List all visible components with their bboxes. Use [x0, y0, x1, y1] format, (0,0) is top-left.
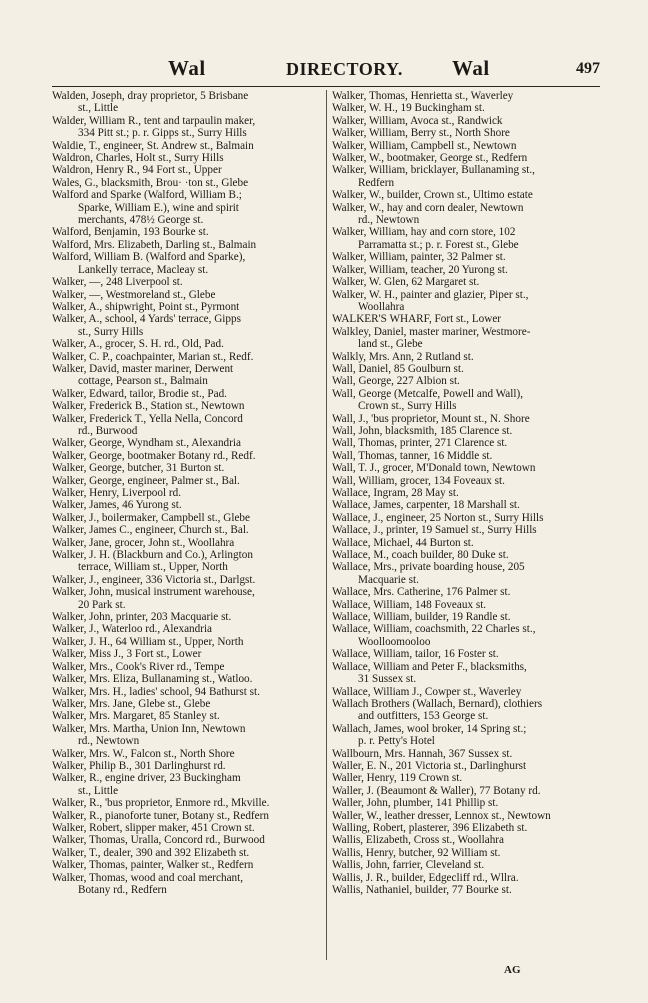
directory-entry-line: Wallace, James, carpenter, 18 Marshall st. [332, 499, 520, 512]
directory-entry-line: Walker, William, bricklayer, Bullanaming st., [332, 164, 535, 177]
directory-entry-line: Walford and Sparke (Walford, William B.; [52, 189, 242, 202]
signature-mark: AG [504, 964, 521, 976]
directory-entry-line: Walker, David, master mariner, Derwent [52, 362, 234, 375]
directory-entry-line: Walling, Robert, plasterer, 396 Elizabeth st. [332, 821, 528, 834]
directory-entry-line: 31 Sussex st. [358, 673, 417, 686]
directory-entry-line: Walker, Mrs. Jane, Glebe st., Glebe [52, 697, 211, 710]
directory-entry-line: Walker, James, 46 Yurong st. [52, 499, 182, 512]
directory-entry-line: Wallace, William and Peter F., blacksmiths, [332, 660, 527, 673]
directory-entry-line: Woolloomooloo [358, 635, 431, 648]
directory-entry-line: Walker, J. H. (Blackburn and Co.), Arlington [52, 549, 253, 562]
directory-entry-line: Walker, C. P., coachpainter, Marian st., Redf. [52, 350, 254, 363]
directory-entry-line: Wallis, Elizabeth, Cross st., Woollahra [332, 834, 504, 847]
directory-entry-line: Crown st., Surry Hills [358, 400, 457, 413]
column-divider [326, 90, 327, 960]
directory-entry-line: Walker, W. Glen, 62 Margaret st. [332, 276, 480, 289]
directory-entry-line: st., Little [78, 784, 119, 797]
directory-entry-line: Walker, Mrs. Martha, Union Inn, Newtown [52, 722, 246, 735]
directory-entry-line: Walker, Jane, grocer, John st., Woollahra [52, 536, 235, 549]
directory-entry-line: Wallace, M., coach builder, 80 Duke st. [332, 549, 509, 562]
directory-entry-line: Macquarie st. [358, 573, 419, 586]
right-column [332, 90, 602, 896]
directory-entry-line: Walker, Mrs. H., ladies' school, 94 Bathurst st. [52, 685, 260, 698]
directory-entry-line: st., Surry Hills [78, 325, 144, 338]
directory-entry-line: Walker, A., grocer, S. H. rd., Old, Pad. [52, 338, 224, 351]
directory-entry-line: land st., Glebe [358, 338, 423, 351]
directory-entry-line: Walkley, Daniel, master mariner, Westmore- [332, 325, 531, 338]
directory-entry-line: Waller, E. N., 201 Victoria st., Darlinghurst [332, 759, 527, 772]
directory-entry-line: Walker, Thomas, Henrietta st., Waverley [332, 90, 514, 102]
directory-entry-line: Walker, Henry, Liverpool rd. [52, 487, 182, 499]
directory-entry-line: Walker, William, Avoca st., Randwick [332, 114, 503, 127]
directory-entry-line: Walford, William B. (Walford and Sparke), [52, 251, 246, 264]
directory-entry-line: Walker, Philip B., 301 Darlinghurst rd. [52, 759, 226, 772]
directory-entry-line: Waller, John, plumber, 141 Phillip st. [332, 797, 499, 810]
directory-entry-line: Wallace, Mrs. Catherine, 176 Palmer st. [332, 586, 511, 599]
directory-entry-line: Wall, T. J., grocer, M'Donald town, Newtown [332, 462, 536, 475]
directory-entry-line: Wall, William, grocer, 134 Foveaux st. [332, 474, 505, 487]
directory-entry-line: Walker, Frederick T., Yella Nella, Concord [52, 412, 243, 425]
directory-entry-line: Wallace, J., printer, 19 Samuel st., Surry Hills [332, 524, 537, 537]
directory-entry-line: Wallis, J. R., builder, Edgecliff rd., Wllra. [332, 871, 519, 884]
directory-entry-line: Walker, J. H., 64 William st., Upper, North [52, 635, 244, 648]
directory-entry-line: Walker, George, butcher, 31 Burton st. [52, 462, 225, 475]
directory-entry-line: Botany rd., Redfern [78, 884, 167, 896]
directory-entry-line: Walker, W., bootmaker, George st., Redfern [332, 152, 528, 165]
directory-entry-line: Walker, W., hay and corn dealer, Newtown [332, 201, 524, 214]
directory-entry-line: rd., Newtown [78, 735, 140, 748]
directory-entry-line: Walker, —, Westmoreland st., Glebe [52, 288, 216, 301]
directory-entry-line: Walford, Mrs. Elizabeth, Darling st., Balmain [52, 238, 257, 251]
directory-entry-line: Wallis, John, farrier, Cleveland st. [332, 859, 485, 872]
directory-entry-line: Wall, Thomas, printer, 271 Clarence st. [332, 437, 508, 450]
directory-entry-line: Waldron, Charles, Holt st., Surry Hills [52, 152, 224, 165]
directory-entry-line: rd., Newtown [358, 214, 420, 227]
page-number: 497 [576, 60, 600, 77]
directory-entry-line: Walker, Thomas, painter, Walker st., Redfern [52, 859, 254, 872]
directory-entry-line: Parramatta st.; p. r. Forest st., Glebe [358, 238, 519, 251]
directory-entry-line: Walker, Mrs. Eliza, Bullanaming st., Watloo. [52, 673, 253, 686]
directory-entry-line: Wall, Thomas, tanner, 16 Middle st. [332, 449, 493, 462]
directory-entry-line: Walker, William, hay and corn store, 102 [332, 226, 516, 239]
directory-entry-line: merchants, 478½ George st. [78, 214, 204, 227]
directory-entry-line: Wallace, J., engineer, 25 Norton st., Surry Hills [332, 511, 544, 524]
directory-entry-line: Wallace, William, builder, 19 Randle st. [332, 611, 511, 624]
directory-entry-line: Wallace, William, coachsmith, 22 Charles st., [332, 623, 536, 636]
directory-entry-line: Wallace, William, tailor, 16 Foster st. [332, 648, 499, 661]
directory-entry-line: Waldie, T., engineer, St. Andrew st., Balmain [52, 139, 254, 152]
directory-entry-line: Walker, William, Berry st., North Shore [332, 127, 510, 140]
directory-entry-line: Waller, Henry, 119 Crown st. [332, 772, 463, 785]
directory-entry-line: Wallace, Mrs., private boarding house, 205 [332, 561, 525, 574]
directory-entry-line: Walker, Thomas, wood and coal merchant, [52, 871, 244, 884]
left-column [52, 90, 322, 896]
directory-entry-line: Walker, William, painter, 32 Palmer st. [332, 251, 506, 264]
directory-entry-line: Walker, J., engineer, 336 Victoria st., Darlgst. [52, 573, 256, 586]
directory-entry-line: Walker, J., boilermaker, Campbell st., Glebe [52, 511, 250, 524]
header-left-word: Wal [168, 56, 206, 80]
directory-entry-line: Wall, John, blacksmith, 185 Clarence st. [332, 424, 513, 437]
directory-entry-line: Walford, Benjamin, 193 Bourke st. [52, 226, 209, 239]
directory-entry-line: Walker, R., pianoforte tuner, Botany st., Redfern [52, 809, 269, 822]
directory-entry-line: Wallbourn, Mrs. Hannah, 367 Sussex st. [332, 747, 513, 760]
directory-entry-line: Walker, George, engineer, Palmer st., Bal. [52, 474, 240, 487]
directory-entry-line: Walker, Mrs. Margaret, 85 Stanley st. [52, 710, 220, 723]
directory-entry-line: Wall, Daniel, 85 Goulburn st. [332, 362, 464, 375]
directory-entry-line: Wales, G., blacksmith, Brou· ·ton st., Glebe [52, 176, 249, 189]
directory-entry-line: Walker, T., dealer, 390 and 392 Elizabeth st. [52, 846, 250, 859]
directory-entry-line: Walker, George, bootmaker Botany rd., Redf. [52, 449, 256, 462]
directory-entry-line: Walker, W., builder, Crown st., Ultimo estate [332, 189, 533, 202]
directory-entry-line: Waller, W., leather dresser, Lennox st., Newtown [332, 809, 551, 822]
directory-entry-line: Lankelly terrace, Macleay st. [78, 263, 209, 276]
directory-entry-line: WALKER'S WHARF, Fort st., Lower [332, 313, 502, 326]
directory-entry-line: Wallace, William J., Cowper st., Waverley [332, 685, 522, 698]
directory-entry-line: Wallace, William, 148 Foveaux st. [332, 598, 487, 611]
directory-entry-line: terrace, William st., Upper, North [78, 561, 228, 574]
directory-entry-line: Walker, A., shipwright, Point st., Pyrmont [52, 300, 240, 313]
directory-entry-line: Walker, George, Wyndham st., Alexandria [52, 437, 241, 450]
directory-entry-line: Walker, Miss J., 3 Fort st., Lower [52, 648, 202, 661]
directory-entry-line: rd., Burwood [78, 424, 138, 437]
header-rule [52, 86, 600, 87]
directory-entry-line: p. r. Petty's Hotel [358, 735, 435, 748]
directory-entry-line: Walder, William R., tent and tarpaulin maker, [52, 114, 256, 127]
directory-entry-line: Walker, Mrs. W., Falcon st., North Shore [52, 747, 235, 760]
directory-entry-line: Walker, Mrs., Cook's River rd., Tempe [52, 660, 225, 673]
directory-entry-line: Redfern [358, 176, 395, 189]
directory-entry-line: Wall, George (Metcalfe, Powell and Wall), [332, 387, 524, 400]
page-header [52, 56, 600, 86]
directory-entry-line: Wallis, Nathaniel, builder, 77 Bourke st. [332, 884, 512, 896]
directory-entry-line: cottage, Pearson st., Balmain [78, 375, 208, 388]
directory-entry-line: Walker, William, Campbell st., Newtown [332, 139, 517, 152]
directory-entry-line: Wallace, Ingram, 28 May st. [332, 487, 459, 499]
directory-entry-line: Walker, John, musical instrument warehouse, [52, 586, 255, 599]
directory-entry-line: Walker, W. H., painter and glazier, Piper st., [332, 288, 529, 301]
directory-entry-line: Walker, J., Waterloo rd., Alexandria [52, 623, 213, 636]
directory-entry-line: Wallis, Henry, butcher, 92 William st. [332, 846, 501, 859]
directory-entry-line: Walker, Frederick B., Station st., Newtown [52, 400, 245, 413]
directory-entry-line: Waller, J. (Beaumont & Waller), 77 Botany rd. [332, 784, 541, 797]
directory-entry-line: Walden, Joseph, dray proprietor, 5 Brisbane [52, 90, 249, 102]
directory-entry-line: Wallace, Michael, 44 Burton st. [332, 536, 474, 549]
directory-entry-line: Walker, Thomas, Uralla, Concord rd., Burwood [52, 834, 265, 847]
directory-entry-line: Wallach Brothers (Wallach, Bernard), clothiers [332, 697, 543, 710]
directory-entry-line: Walker, —, 248 Liverpool st. [52, 276, 183, 289]
header-right-word: Wal [452, 56, 490, 80]
directory-entry-line: Walker, William, teacher, 20 Yurong st. [332, 263, 508, 276]
directory-entry-line: Walker, John, printer, 203 Macquarie st. [52, 611, 232, 624]
directory-entry-line: 20 Park st. [78, 598, 126, 611]
directory-entry-line: Walkly, Mrs. Ann, 2 Rutland st. [332, 350, 474, 363]
directory-entry-line: Sparke, William E.), wine and spirit [78, 201, 239, 214]
directory-entry-line: 334 Pitt st.; p. r. Gipps st., Surry Hills [78, 127, 247, 140]
directory-entry-line: Wall, George, 227 Albion st. [332, 375, 460, 388]
directory-entry-line: Walker, James C., engineer, Church st., Bal. [52, 524, 249, 537]
directory-entry-line: Wall, J., 'bus proprietor, Mount st., N. Shore [332, 412, 530, 425]
directory-entry-line: Walker, Edward, tailor, Brodie st., Pad. [52, 387, 227, 400]
directory-entry-line: Walker, A., school, 4 Yards' terrace, Gipps [52, 313, 241, 326]
directory-entry-line: Wallach, James, wool broker, 14 Spring st.; [332, 722, 527, 735]
directory-entry-line: Walker, W. H., 19 Buckingham st. [332, 102, 485, 115]
directory-entry-line: Walker, Robert, slipper maker, 451 Crown st. [52, 821, 255, 834]
directory-entry-line: Woollahra [358, 300, 405, 313]
directory-entry-line: Waldron, Henry R., 94 Fort st., Upper [52, 164, 222, 177]
header-title: DIRECTORY. [286, 59, 403, 79]
directory-entry-line: Walker, R., engine driver, 23 Buckingham [52, 772, 241, 785]
directory-entry-line: Walker, R., 'bus proprietor, Enmore rd., Mkville. [52, 797, 270, 810]
directory-entry-line: st., Little [78, 102, 119, 115]
directory-entry-line: and outfitters, 153 George st. [358, 710, 489, 723]
